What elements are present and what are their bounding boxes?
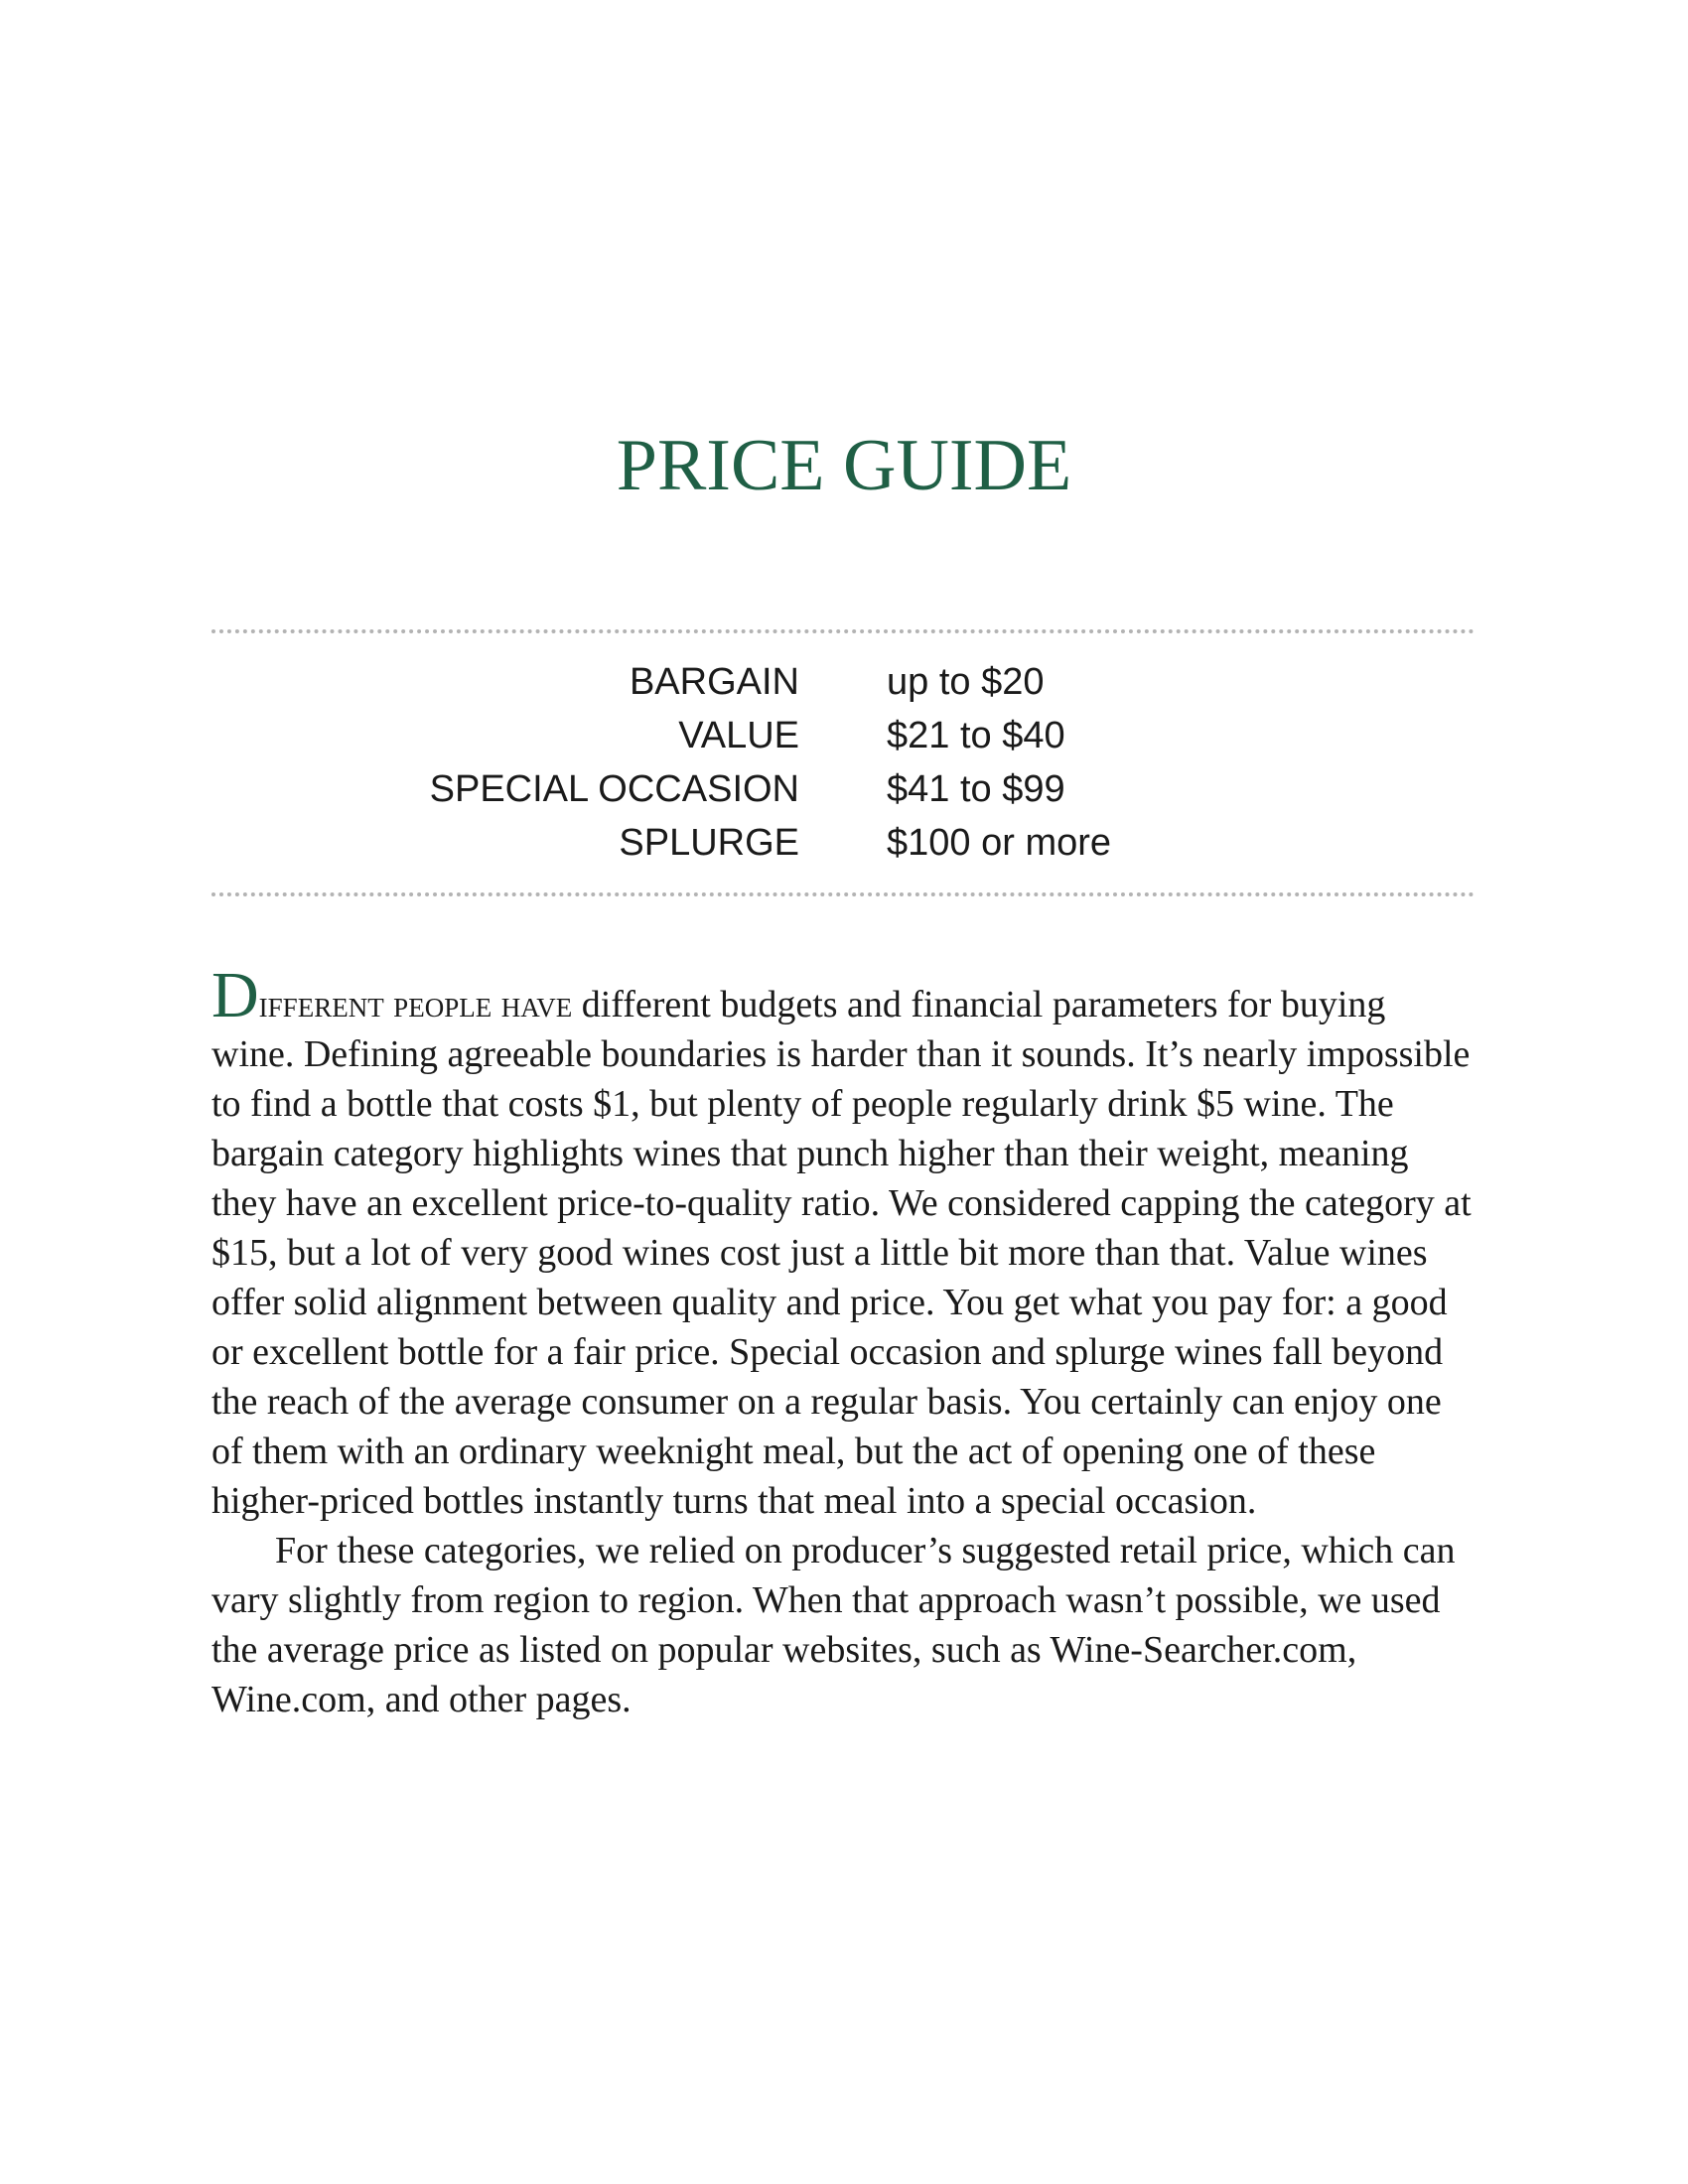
price-label: BARGAIN bbox=[629, 661, 799, 703]
paragraph-2: For these categories, we relied on producer’s suggested retail price, which can vary slightly from region to region. When that approach wasn’t possible, we used the average price as listed on popular websites, such as Wine-Searcher.com, Wine.com, and other pages. bbox=[211, 1530, 1456, 1720]
bottom-dotted-divider bbox=[211, 892, 1475, 896]
body-text bbox=[211, 959, 1475, 1724]
page-title: PRICE GUIDE bbox=[616, 425, 1072, 506]
drop-cap: D bbox=[211, 959, 259, 1031]
paragraph-1 bbox=[211, 959, 1475, 1526]
price-label: SPLURGE bbox=[619, 822, 799, 864]
price-label: VALUE bbox=[678, 715, 799, 756]
price-guide-table bbox=[211, 655, 1475, 870]
price-range: $41 to $99 bbox=[887, 768, 1065, 810]
price-label: SPECIAL OCCASION bbox=[429, 768, 799, 810]
price-row-value bbox=[211, 709, 1475, 762]
price-row-special-occasion bbox=[211, 762, 1475, 816]
price-range: $21 to $40 bbox=[887, 715, 1065, 756]
price-range: $100 or more bbox=[887, 822, 1112, 864]
lead-in-small-caps: ifferent people have bbox=[258, 984, 573, 1025]
paragraph-1-text: different budgets and financial parameters for buying wine. Defining agreeable boundaries is harder than it sounds. It’s nearly impossible to find a bottle that costs $1, but plenty of people regularly drink $5 wine. The bargain category highlights wines that punch higher than their weight, meaning they have an excellent price-to-quality ratio. We considered capping the category at $15, but a lot of very good wines cost just a little bit more than that. Value wines offer solid alignment between quality and price. You get what you pay for: a good or excellent bottle for a fair price. Special occasion and splurge wines fall beyond the reach of the average consumer on a regular basis. You certainly can enjoy one of them with an ordinary weeknight meal, but the act of opening one of these higher-priced bottles instantly turns that meal into a special occasion. bbox=[211, 984, 1472, 1522]
price-row-bargain bbox=[211, 655, 1475, 709]
top-dotted-divider bbox=[211, 629, 1475, 633]
price-range: up to $20 bbox=[887, 661, 1045, 703]
price-row-splurge bbox=[211, 816, 1475, 870]
